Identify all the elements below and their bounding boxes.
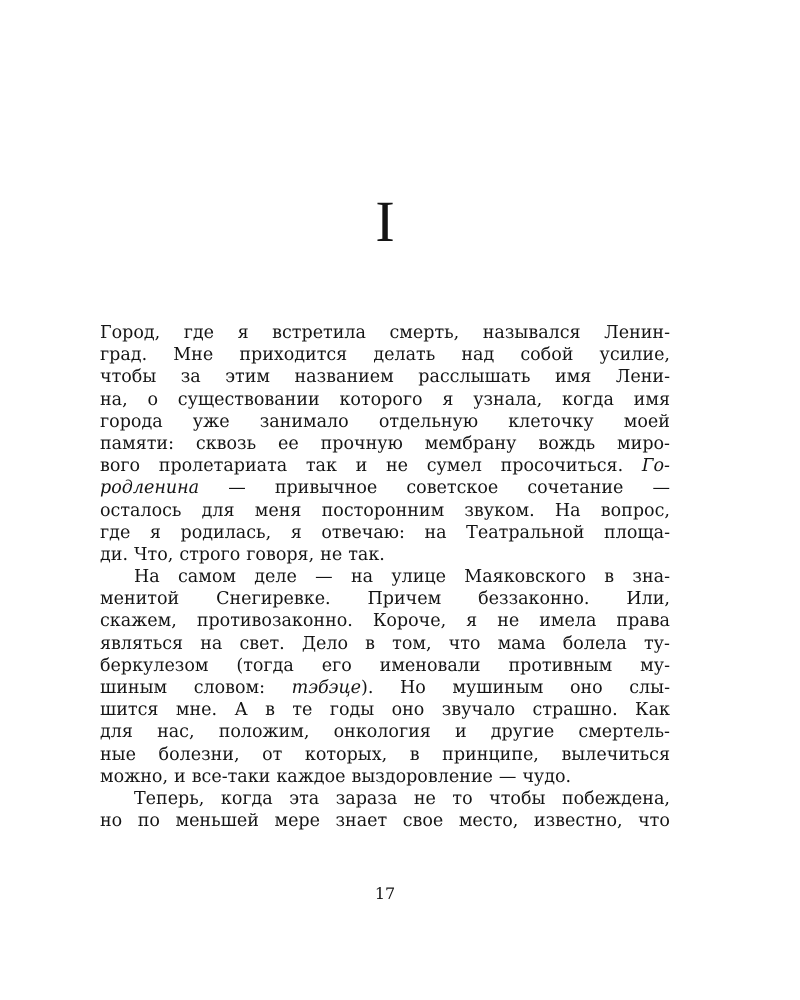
- text-line: где я родилась, я отвечаю: на Театральной площа-: [100, 522, 670, 543]
- paragraph: [100, 788, 670, 832]
- paragraph: [100, 322, 670, 566]
- text-line: Город, где я встретила смерть, назывался Ленин-: [100, 323, 670, 343]
- text-line: менитой Снегиревке. Причем беззаконно. Или,: [100, 589, 670, 610]
- chapter-number: I: [375, 189, 395, 254]
- text-line: родленина — привычное советское сочетание —: [100, 478, 670, 499]
- text-line: являться на свет. Дело в том, что мама болела ту-: [100, 633, 670, 654]
- text-line: шится мне. А в те годы оно звучало страшно. Как: [100, 700, 670, 721]
- text-line: ные болезни, от которых, в принципе, вылечиться: [100, 744, 670, 765]
- text-line: шиным словом: тэбэце). Но мушиным оно слы-: [100, 678, 670, 698]
- text-line: вого пролетариата так и не сумел просочиться. Го-: [100, 456, 670, 477]
- text-line: для нас, положим, онкология и другие смертель-: [100, 722, 670, 743]
- text-line: скажем, противозаконно. Короче, я не имела права: [100, 611, 670, 632]
- text-line: Теперь, когда эта зараза не то чтобы побеждена,: [134, 788, 670, 809]
- text-line: На самом деле — на улице Маяковского в зна-: [134, 567, 670, 588]
- text-line: но по меньшей мере знает свое место, известно, что: [100, 811, 670, 832]
- text-line: чтобы за этим названием расслышать имя Лени-: [100, 367, 670, 388]
- text-line: осталось для меня посторонним звуком. На вопрос,: [100, 500, 670, 521]
- body-text: [100, 322, 670, 832]
- text-line: на, о существовании которого я узнала, когда имя: [100, 389, 670, 410]
- text-line: град. Мне приходится делать над собой усилие,: [100, 345, 670, 366]
- text-line: памяти: сквозь ее прочную мембрану вождь миро-: [100, 433, 670, 454]
- text-line: беркулезом (тогда его именовали противным му-: [100, 655, 670, 676]
- text-line: города уже занимало отдельную клеточку моей: [100, 411, 670, 432]
- paragraph: [100, 566, 670, 788]
- page-number: 17: [374, 884, 396, 903]
- text-line: можно, и все-таки каждое выздоровление — чудо.: [100, 766, 572, 787]
- text-line: ди. Что, строго говоря, не так.: [100, 544, 385, 565]
